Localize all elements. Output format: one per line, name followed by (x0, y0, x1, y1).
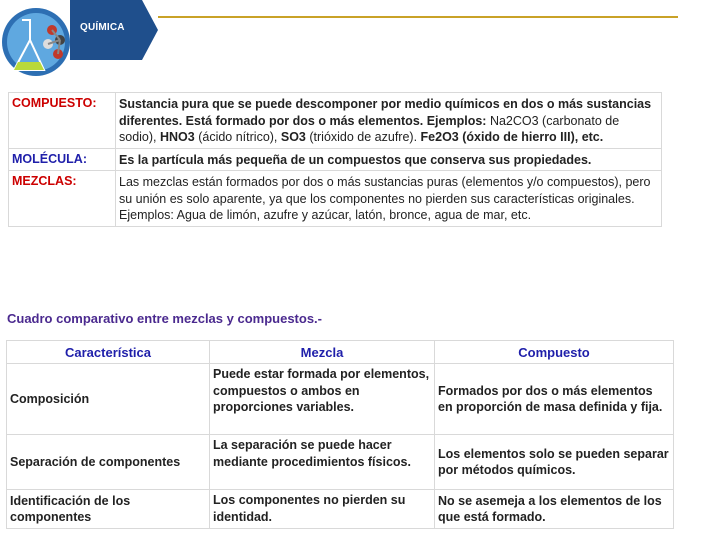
header-divider (158, 16, 678, 18)
column-header: Mezcla (210, 341, 435, 364)
definition-text: Sustancia pura que se puede descomponer por medio químicos en dos o más sustancias diferentes. Está formado por dos o más elementos. Ejemplos: Na2CO3 (carbonato de sodio), HNO3 (ácido nítrico), SO3 (trióxido de azufre). Fe2O3 (óxido de hierro III), etc. (116, 93, 662, 149)
definition-term: MEZCLAS: (9, 171, 116, 227)
comparison-title: Cuadro comparativo entre mezclas y compuestos.- (7, 311, 322, 326)
table-row (7, 364, 674, 435)
definitions-table (8, 92, 662, 227)
definition-text: Las mezclas están formados por dos o más sustancias puras (elementos y/o compuestos), pero su unión es solo aparente, ya que los componentes no pierden sus características originales. Ejemplos: Agua de limón, azufre y azúcar, latón, bronce, agua de mar, etc. (116, 171, 662, 227)
table-cell: Composición (7, 364, 210, 435)
definition-row (9, 93, 662, 149)
table-cell: Puede estar formada por elementos, compuestos o ambos en proporciones variables. (210, 364, 435, 435)
table-cell: Los componentes no pierden su identidad. (210, 490, 435, 529)
definition-row (9, 171, 662, 227)
table-row (7, 490, 674, 529)
table-cell: No se asemeja a los elementos de los que está formado. (435, 490, 674, 529)
definition-text: Es la partícula más pequeña de un compuestos que conserva sus propiedades. (116, 148, 662, 171)
column-header: Característica (7, 341, 210, 364)
comparison-table (6, 340, 674, 529)
column-header: Compuesto (435, 341, 674, 364)
table-cell: Formados por dos o más elementos en proporción de masa definida y fija. (435, 364, 674, 435)
chemistry-logo-icon (0, 0, 78, 80)
table-cell: La separación se puede hacer mediante procedimientos físicos. (210, 435, 435, 490)
table-cell: Identificación de los componentes (7, 490, 210, 529)
table-header-row (7, 341, 674, 364)
section-banner-label: QUÍMICA (80, 22, 125, 33)
table-row (7, 435, 674, 490)
table-cell: Los elementos solo se pueden separar por métodos químicos. (435, 435, 674, 490)
definition-term: MOLÉCULA: (9, 148, 116, 171)
definition-term: COMPUESTO: (9, 93, 116, 149)
table-cell: Separación de componentes (7, 435, 210, 490)
definition-row (9, 148, 662, 171)
